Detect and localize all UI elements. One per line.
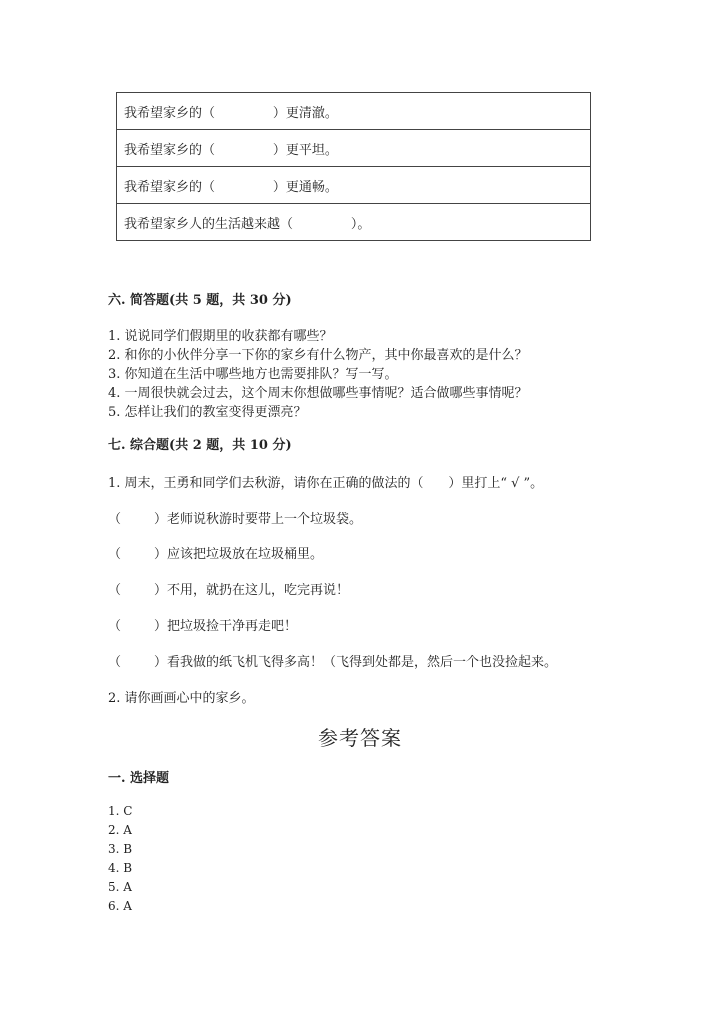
answer-heading: 参考答案 xyxy=(318,726,402,750)
choice-option: （ ）应该把垃圾放在垃圾桶里。 xyxy=(108,547,324,562)
answer-item: 5. A xyxy=(108,880,132,894)
short-answer-question: 2. 和你的小伙伴分享一下你的家乡有什么物产，其中你最喜欢的是什么？ xyxy=(108,348,528,363)
answer-item: 3. B xyxy=(108,842,133,856)
table-row xyxy=(117,93,591,130)
table-row xyxy=(117,130,591,167)
section6-title: 六. 简答题(共 5 题，共 30 分) xyxy=(108,293,292,308)
table-row xyxy=(117,204,591,241)
choice-option: （ ）不用，就扔在这儿，吃完再说！ xyxy=(108,583,350,598)
answer-item: 1. C xyxy=(108,804,133,818)
answer-item: 6. A xyxy=(108,899,132,913)
answer-section1-title: 一. 选择题 xyxy=(108,771,170,786)
comprehensive-question-2: 2. 请你画画心中的家乡。 xyxy=(108,691,255,706)
choice-option: （ ）把垃圾捡干净再走吧！ xyxy=(108,619,298,634)
wish-cell: 我希望家乡的（ ）更平坦。 xyxy=(117,130,591,167)
wish-cell: 我希望家乡的（ ）更清澈。 xyxy=(117,93,591,130)
choice-option: （ ）看我做的纸飞机飞得多高！（飞得到处都是，然后一个也没捡起来。 xyxy=(108,655,558,670)
answer-item: 4. B xyxy=(108,861,133,875)
section7-title: 七. 综合题(共 2 题，共 10 分) xyxy=(108,438,292,453)
choice-option: （ ）老师说秋游时要带上一个垃圾袋。 xyxy=(108,512,363,527)
short-answer-question: 3. 你知道在生活中哪些地方也需要排队？写一写。 xyxy=(108,367,398,382)
comprehensive-question-1: 1. 周末，王勇和同学们去秋游，请你在正确的做法的（ ）里打上“ √ ”。 xyxy=(108,476,544,491)
wish-cell: 我希望家乡人的生活越来越（ ）。 xyxy=(117,204,591,241)
short-answer-question: 1. 说说同学们假期里的收获都有哪些？ xyxy=(108,329,333,344)
short-answer-question: 5. 怎样让我们的教室变得更漂亮？ xyxy=(108,405,307,420)
table-row xyxy=(117,167,591,204)
wish-cell: 我希望家乡的（ ）更通畅。 xyxy=(117,167,591,204)
short-answer-question: 4. 一周很快就会过去，这个周末你想做哪些事情呢？适合做哪些事情呢？ xyxy=(108,386,528,401)
wish-table xyxy=(116,92,591,241)
answer-item: 2. A xyxy=(108,823,132,837)
